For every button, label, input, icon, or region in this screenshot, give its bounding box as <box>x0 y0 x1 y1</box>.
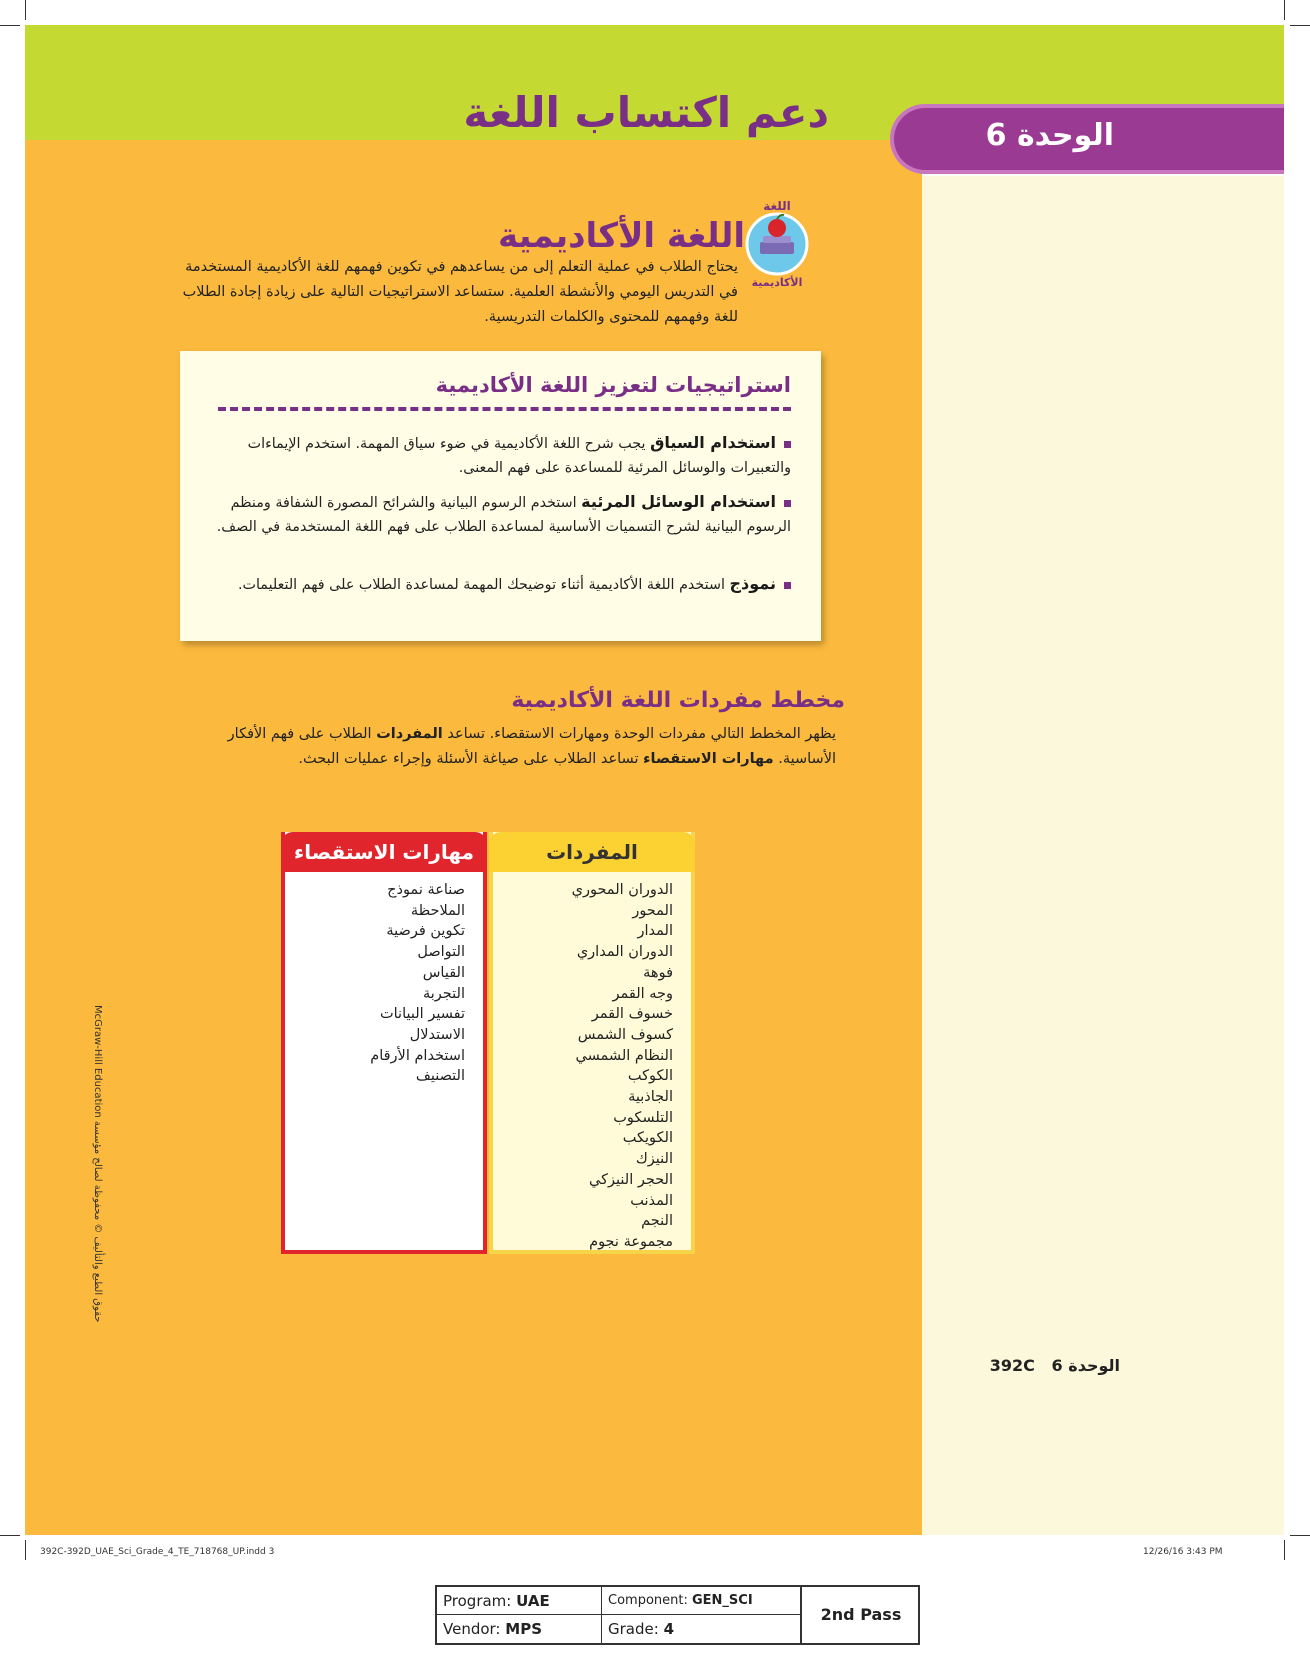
folio-unit: الوحدة 6 <box>1051 1356 1120 1375</box>
list-item: القياس <box>422 964 465 981</box>
list-item: التواصل <box>417 944 465 961</box>
list-item: وجه القمر <box>612 985 673 1002</box>
vocab-section-title: مخطط مفردات اللغة الأكاديمية <box>511 688 845 713</box>
inquiry-skills-column <box>281 832 487 1254</box>
side-margin <box>922 176 1284 1535</box>
inquiry-skills-list <box>285 872 483 1087</box>
slug-filename: 392C-392D_UAE_Sci_Grade_4_TE_718768_UP.indd 3 <box>40 1547 275 1557</box>
list-item: المذنب <box>630 1192 673 1209</box>
bullet-square-icon <box>784 441 791 448</box>
vocabulary-header: المفردات <box>489 832 695 872</box>
academic-intro: يحتاج الطلاب في عملية التعلم إلى من يساعدهم في تكوين فهمهم للغة الأكاديمية المستخدمة في التدريس اليومي والأنشطة العلمية. ستساعد الاستراتيجيات التالية على زيادة إجادة الطلاب للغة وفهمهم للمحتوى والكلمات التدريسية. <box>182 259 738 325</box>
list-item: التصنيف <box>415 1068 465 1085</box>
vocabulary-column <box>489 832 695 1254</box>
list-item: الدوران المحوري <box>571 882 673 898</box>
list-item: المدار <box>637 923 673 940</box>
badge-bottom-text: الأكاديمية <box>751 276 803 288</box>
bullet-square-icon <box>784 500 791 507</box>
strategies-title: استراتيجيات لتعزيز اللغة الأكاديمية <box>435 373 791 397</box>
list-item: الملاحظة <box>410 902 465 919</box>
list-item: الجاذبية <box>628 1089 673 1106</box>
folio <box>990 1356 1120 1375</box>
list-item: الاستدلال <box>409 1026 465 1043</box>
list-item: النيزك <box>635 1151 673 1168</box>
list-item: النجم <box>641 1213 673 1230</box>
list-item: كسوف الشمس <box>577 1026 673 1043</box>
list-item: خسوف القمر <box>591 1006 673 1023</box>
badge-top-text: اللغة <box>763 200 791 213</box>
strategy-text: استخدم الرسوم البيانية والشرائح المصورة الشفافة ومنظم الرسوم البيانية لشرح التسميات الأساسية لمساعدة الطلاب على فهم اللغة المستخدمة في الصف. <box>216 495 791 535</box>
list-item: التجربة <box>423 985 465 1002</box>
copyright-credit: McGraw-Hill Education حقوق الطبع والتأليف © محفوظة لصالح مؤسسة <box>92 1005 103 1323</box>
list-item: الكوكب <box>627 1068 673 1085</box>
list-item: فوهة <box>643 964 673 981</box>
strategy-text: استخدم اللغة الأكاديمية أثناء توضيحك المهمة لمساعدة الطلاب على فهم التعليمات. <box>237 577 725 593</box>
inquiry-skills-header: مهارات الاستقصاء <box>281 832 487 872</box>
list-item: الدوران المداري <box>576 944 673 961</box>
bullet-square-icon <box>784 582 791 589</box>
strategies-box <box>180 351 821 641</box>
folio-page: 392C <box>989 1356 1035 1375</box>
strategy-item <box>231 431 791 480</box>
pass-label: 2nd Pass <box>820 1605 902 1624</box>
unit-tab <box>890 104 1284 174</box>
unit-label: الوحدة 6 <box>985 118 1114 153</box>
strategy-text: يجب شرح اللغة الأكاديمية في ضوء سياق المهمة. استخدم الإيماءات والتعبيرات والوسائل المرئية للمساعدة على فهم المعنى. <box>247 436 791 476</box>
list-item: تفسير البيانات <box>379 1006 465 1023</box>
list-item: صناعة نموذج <box>387 882 465 898</box>
strategy-label: استخدام السياق <box>650 433 776 452</box>
list-item: المحور <box>632 902 673 919</box>
slug-date: 12/26/16 3:43 PM <box>1143 1547 1223 1557</box>
list-item: التلسكوب <box>613 1109 673 1126</box>
list-item: النظام الشمسي <box>575 1047 673 1064</box>
page-title: دعم اكتساب اللغة <box>463 88 829 137</box>
strategy-label: نموذج <box>729 574 776 593</box>
vocab-section-text: يظهر المخطط التالي مفردات الوحدة ومهارات الاستقصاء. تساعد المفردات الطلاب على فهم الأفكار الأساسية. مهارات الاستقصاء تساعد الطلاب على صياغة الأسئلة وإجراء عمليات البحث. <box>227 726 836 767</box>
list-item: مجموعة نجوم <box>589 1233 673 1250</box>
list-item: استخدام الأرقام <box>370 1047 465 1064</box>
dashed-divider <box>218 407 791 411</box>
production-box: Program: UAE Component: GEN_SCI Vendor: MPS Grade: 4 2nd Pass <box>435 1585 920 1645</box>
strategy-item <box>231 572 791 597</box>
academic-language-title: اللغة الأكاديمية <box>498 216 745 256</box>
academic-language-icon <box>732 200 822 288</box>
strategy-label: استخدام الوسائل المرئية <box>581 492 776 511</box>
list-item: الحجر النيزكي <box>589 1171 673 1188</box>
strategy-item <box>191 490 791 539</box>
list-item: تكوين فرضية <box>386 923 465 940</box>
vocabulary-list <box>493 872 691 1253</box>
list-item: الكويكب <box>622 1130 673 1147</box>
